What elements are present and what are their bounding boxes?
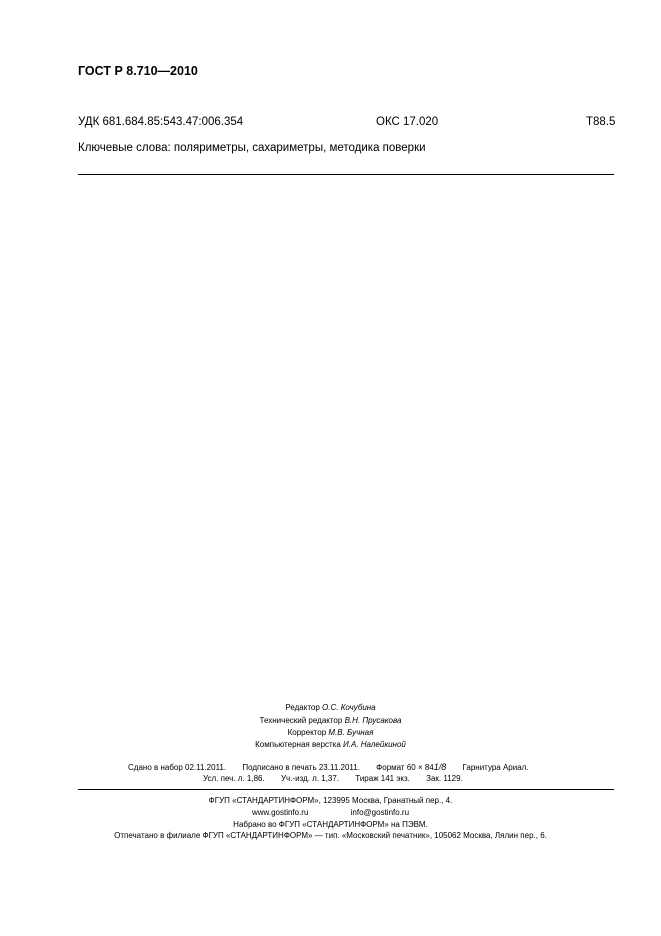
top-divider [78, 174, 614, 175]
typeface: Гарнитура Ариал. [462, 763, 529, 772]
publisher-printed: Отпечатано в филиале ФГУП «СТАНДАРТИНФОРМ» — тип. «Московский печатник», 105062 Москва, Лялин пер., 6. [114, 831, 547, 840]
credit-layout [0, 740, 661, 749]
signed-date: Подписано в печать 23.11.2011. [242, 763, 360, 772]
tech-editor-role: Технический редактор [259, 716, 343, 725]
publisher-typeset: Набрано во ФГУП «СТАНДАРТИНФОРМ» на ПЭВМ. [233, 820, 428, 829]
document-code: ГОСТ Р 8.710—2010 [78, 64, 198, 78]
format-label: Формат 60 [376, 763, 416, 772]
oks-code: ОКС 17.020 [376, 116, 439, 128]
publisher-website[interactable]: www.gostinfo.ru [251, 808, 309, 817]
layout-name: И.А. Налейкиной [343, 740, 406, 749]
format-times: × [417, 763, 423, 772]
tech-editor-name: В.Н. Прусакова [344, 716, 402, 725]
corrector-name: М.В. Бучная [328, 728, 374, 737]
publisher-contacts [0, 808, 661, 817]
editor-name: О.С. Кочубина [322, 703, 376, 712]
classification-t-code: Т88.5 [586, 116, 616, 128]
editor-role: Редактор [285, 703, 320, 712]
publisher-email[interactable]: info@gostinfo.ru [350, 808, 410, 817]
print-details-line-2 [203, 774, 463, 783]
corrector-role: Корректор [287, 728, 327, 737]
print-run: Тираж 141 экз. [355, 774, 410, 783]
print-sheets: Усл. печ. л. 1,86. [203, 774, 265, 783]
credit-corrector [0, 728, 661, 737]
format-value: 84 [424, 763, 434, 772]
publisher-org: ФГУП «СТАНДАРТИНФОРМ», 123995 Москва, Гранатный пер., 4. [208, 796, 453, 805]
submitted-date: Сдано в набор 02.11.2011. [128, 763, 227, 772]
edition-sheets: Уч.-изд. л. 1,37. [280, 774, 340, 783]
layout-role: Компьютерная верстка [255, 740, 341, 749]
print-details-line-1 [128, 762, 529, 772]
format-fraction: 1/8 [433, 762, 447, 772]
credit-editor [0, 703, 661, 712]
order-number: Зак. 1129. [426, 774, 463, 783]
bottom-divider [78, 789, 614, 790]
keywords-line: Ключевые слова: поляриметры, сахариметры, методика поверки [78, 142, 426, 154]
udk-code: УДК 681.684.85:543.47:006.354 [78, 116, 244, 128]
credit-tech-editor [0, 716, 661, 725]
